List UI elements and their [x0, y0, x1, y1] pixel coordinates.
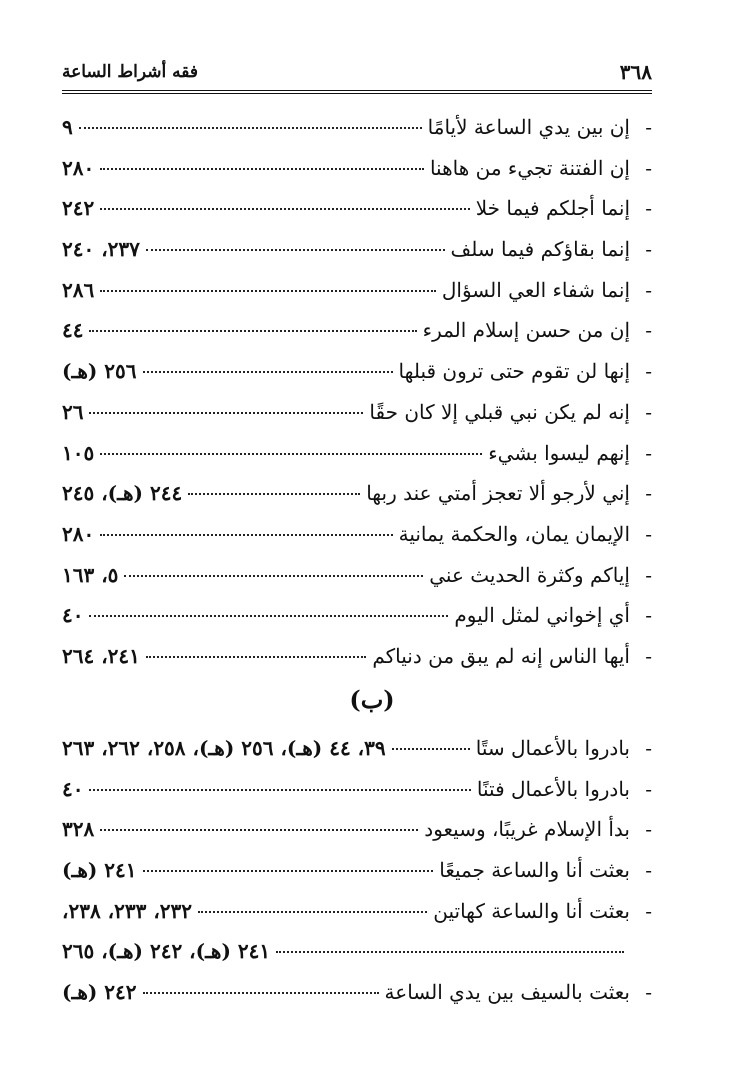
index-entry — [62, 522, 652, 563]
entry-phrase: إنها لن تقوم حتى ترون قبلها — [398, 359, 630, 384]
index-entry — [62, 196, 652, 237]
entry-phrase: إني لأرجو ألا تعجز أمتي عند ربها — [366, 481, 630, 506]
entry-page-refs: ٢٨٠ — [62, 521, 95, 546]
entry-dash: - — [645, 481, 652, 506]
entry-dash: - — [645, 817, 652, 842]
entry-dash: - — [645, 359, 652, 384]
entry-dash: - — [645, 980, 652, 1005]
entry-page-refs: ٩ — [62, 115, 73, 139]
entry-dash: - — [645, 736, 652, 760]
entry-page-refs: ١٠٥ — [62, 440, 95, 465]
dot-leader — [143, 992, 379, 994]
entry-phrase: إن من حسن إسلام المرء — [422, 318, 630, 343]
dot-leader — [146, 656, 366, 658]
entry-phrase: بادروا بالأعمال فتنًا — [476, 776, 630, 801]
entry-dash: - — [645, 115, 652, 139]
entry-phrase: إنما شفاء العي السؤال — [441, 277, 630, 302]
entry-page-refs: ٤٠ — [62, 603, 84, 628]
dot-leader — [100, 208, 469, 210]
entry-page-refs: ٢٣٧، ٢٤٠ — [62, 237, 140, 262]
index-entry — [62, 359, 652, 400]
entry-dash: - — [645, 643, 652, 668]
dot-leader — [198, 911, 427, 913]
dot-leader — [143, 371, 393, 373]
dot-leader — [89, 330, 416, 332]
entry-page-refs: ٢٤٢ (هـ) — [62, 980, 137, 1005]
index-entry — [62, 400, 652, 441]
entry-page-refs: ٢٣٢، ٢٣٣، ٢٣٨، — [62, 898, 193, 923]
entry-phrase: إنهم ليسوا بشيء — [488, 440, 630, 465]
entry-page-refs: ٢٤١، ٢٦٤ — [62, 643, 140, 668]
entry-dash: - — [645, 399, 652, 424]
index-entry — [62, 237, 652, 278]
entry-phrase: بعثت أنا والساعة كهاتين — [433, 898, 630, 923]
entry-phrase: إن بين يدي الساعة لأيامًا — [427, 115, 630, 139]
entry-dash: - — [645, 562, 652, 587]
section-heading-ba: (ب) — [349, 685, 395, 714]
entry-page-refs: ٣٩، ٤٤ (هـ)، ٢٥٦ (هـ)، ٢٥٨، ٢٦٢، ٢٦٣ — [62, 736, 386, 760]
entry-dash: - — [645, 318, 652, 343]
entry-phrase: إياكم وكثرة الحديث عني — [429, 562, 630, 587]
dot-leader — [146, 249, 445, 251]
entry-dash: - — [645, 237, 652, 262]
dot-leader — [392, 748, 470, 750]
index-entry — [62, 858, 652, 899]
dot-leader — [100, 453, 482, 455]
entry-phrase: الإيمان يمان، والحكمة يمانية — [398, 521, 630, 546]
entry-page-refs: ٥، ١٦٣ — [62, 562, 119, 587]
entry-phrase: أي إخواني لمثل اليوم — [454, 603, 630, 628]
dot-leader — [100, 168, 424, 170]
entry-page-refs: ٢٦ — [62, 399, 84, 424]
dot-leader — [89, 789, 470, 791]
dot-leader — [100, 829, 418, 831]
dot-leader — [79, 127, 422, 129]
entry-page-refs: ٤٠ — [62, 776, 84, 801]
entry-dash: - — [645, 858, 652, 883]
index-entry — [62, 777, 652, 818]
index-entry — [62, 441, 652, 482]
entry-phrase: بعثت بالسيف بين يدي الساعة — [384, 980, 630, 1005]
index-entry — [62, 156, 652, 197]
entry-dash: - — [645, 440, 652, 465]
running-title: فقه أشراط الساعة — [62, 62, 198, 82]
entry-page-refs: ٢٨٠ — [62, 155, 95, 180]
entry-page-refs: ٢٥٦ (هـ) — [62, 359, 137, 384]
index-entry — [62, 899, 652, 940]
dot-leader — [124, 575, 423, 577]
index-entry — [62, 939, 652, 980]
entry-phrase: إنه لم يكن نبي قبلي إلا كان حقًا — [369, 399, 630, 424]
entry-dash: - — [645, 277, 652, 302]
page-header — [62, 60, 652, 90]
index-list-alif — [62, 115, 652, 685]
page-number: ٣٦٨ — [619, 60, 652, 84]
entry-page-refs: ٤٤ — [62, 318, 84, 343]
header-rule — [62, 90, 652, 94]
index-list-ba — [62, 736, 652, 1021]
index-entry — [62, 644, 652, 685]
entry-page-refs: ٢٤٢ — [62, 196, 95, 221]
entry-phrase: إن الفتنة تجيء من هاهنا — [429, 155, 630, 180]
entry-phrase: إنما بقاؤكم فيما سلف — [450, 237, 630, 262]
entry-dash: - — [645, 776, 652, 801]
entry-page-refs: ٢٤١ (هـ) — [62, 858, 137, 883]
dot-leader — [143, 870, 434, 872]
entry-phrase: إنما أجلكم فيما خلا — [475, 196, 630, 221]
index-entry — [62, 481, 652, 522]
entry-phrase: بدأ الإسلام غريبًا، وسيعود — [424, 817, 630, 842]
dot-leader — [188, 493, 360, 495]
entry-dash: - — [645, 196, 652, 221]
entry-dash: - — [645, 603, 652, 628]
index-entry — [62, 115, 652, 156]
index-entry — [62, 603, 652, 644]
entry-page-refs: ٢٨٦ — [62, 277, 95, 302]
entry-dash: - — [645, 155, 652, 180]
entry-page-refs: ٢٤١ (هـ)، ٢٤٢ (هـ)، ٢٦٥ — [62, 939, 271, 964]
index-entry — [62, 980, 652, 1021]
entry-phrase: بعثت أنا والساعة جميعًا — [439, 858, 630, 883]
entry-page-refs: ٢٤٤ (هـ)، ٢٤٥ — [62, 481, 183, 506]
index-entry — [62, 563, 652, 604]
entry-dash: - — [645, 521, 652, 546]
entry-dash: - — [645, 898, 652, 923]
dot-leader — [100, 290, 436, 292]
dot-leader — [100, 534, 392, 536]
dot-leader — [276, 951, 624, 953]
entry-phrase: أيها الناس إنه لم يبق من دنياكم — [372, 643, 630, 668]
index-entry — [62, 817, 652, 858]
entry-phrase: بادروا بالأعمال ستًا — [475, 736, 630, 760]
dot-leader — [89, 615, 448, 617]
index-entry — [62, 318, 652, 359]
dot-leader — [89, 412, 363, 414]
index-entry — [62, 736, 652, 777]
index-entry — [62, 278, 652, 319]
entry-page-refs: ٣٢٨ — [62, 817, 95, 842]
